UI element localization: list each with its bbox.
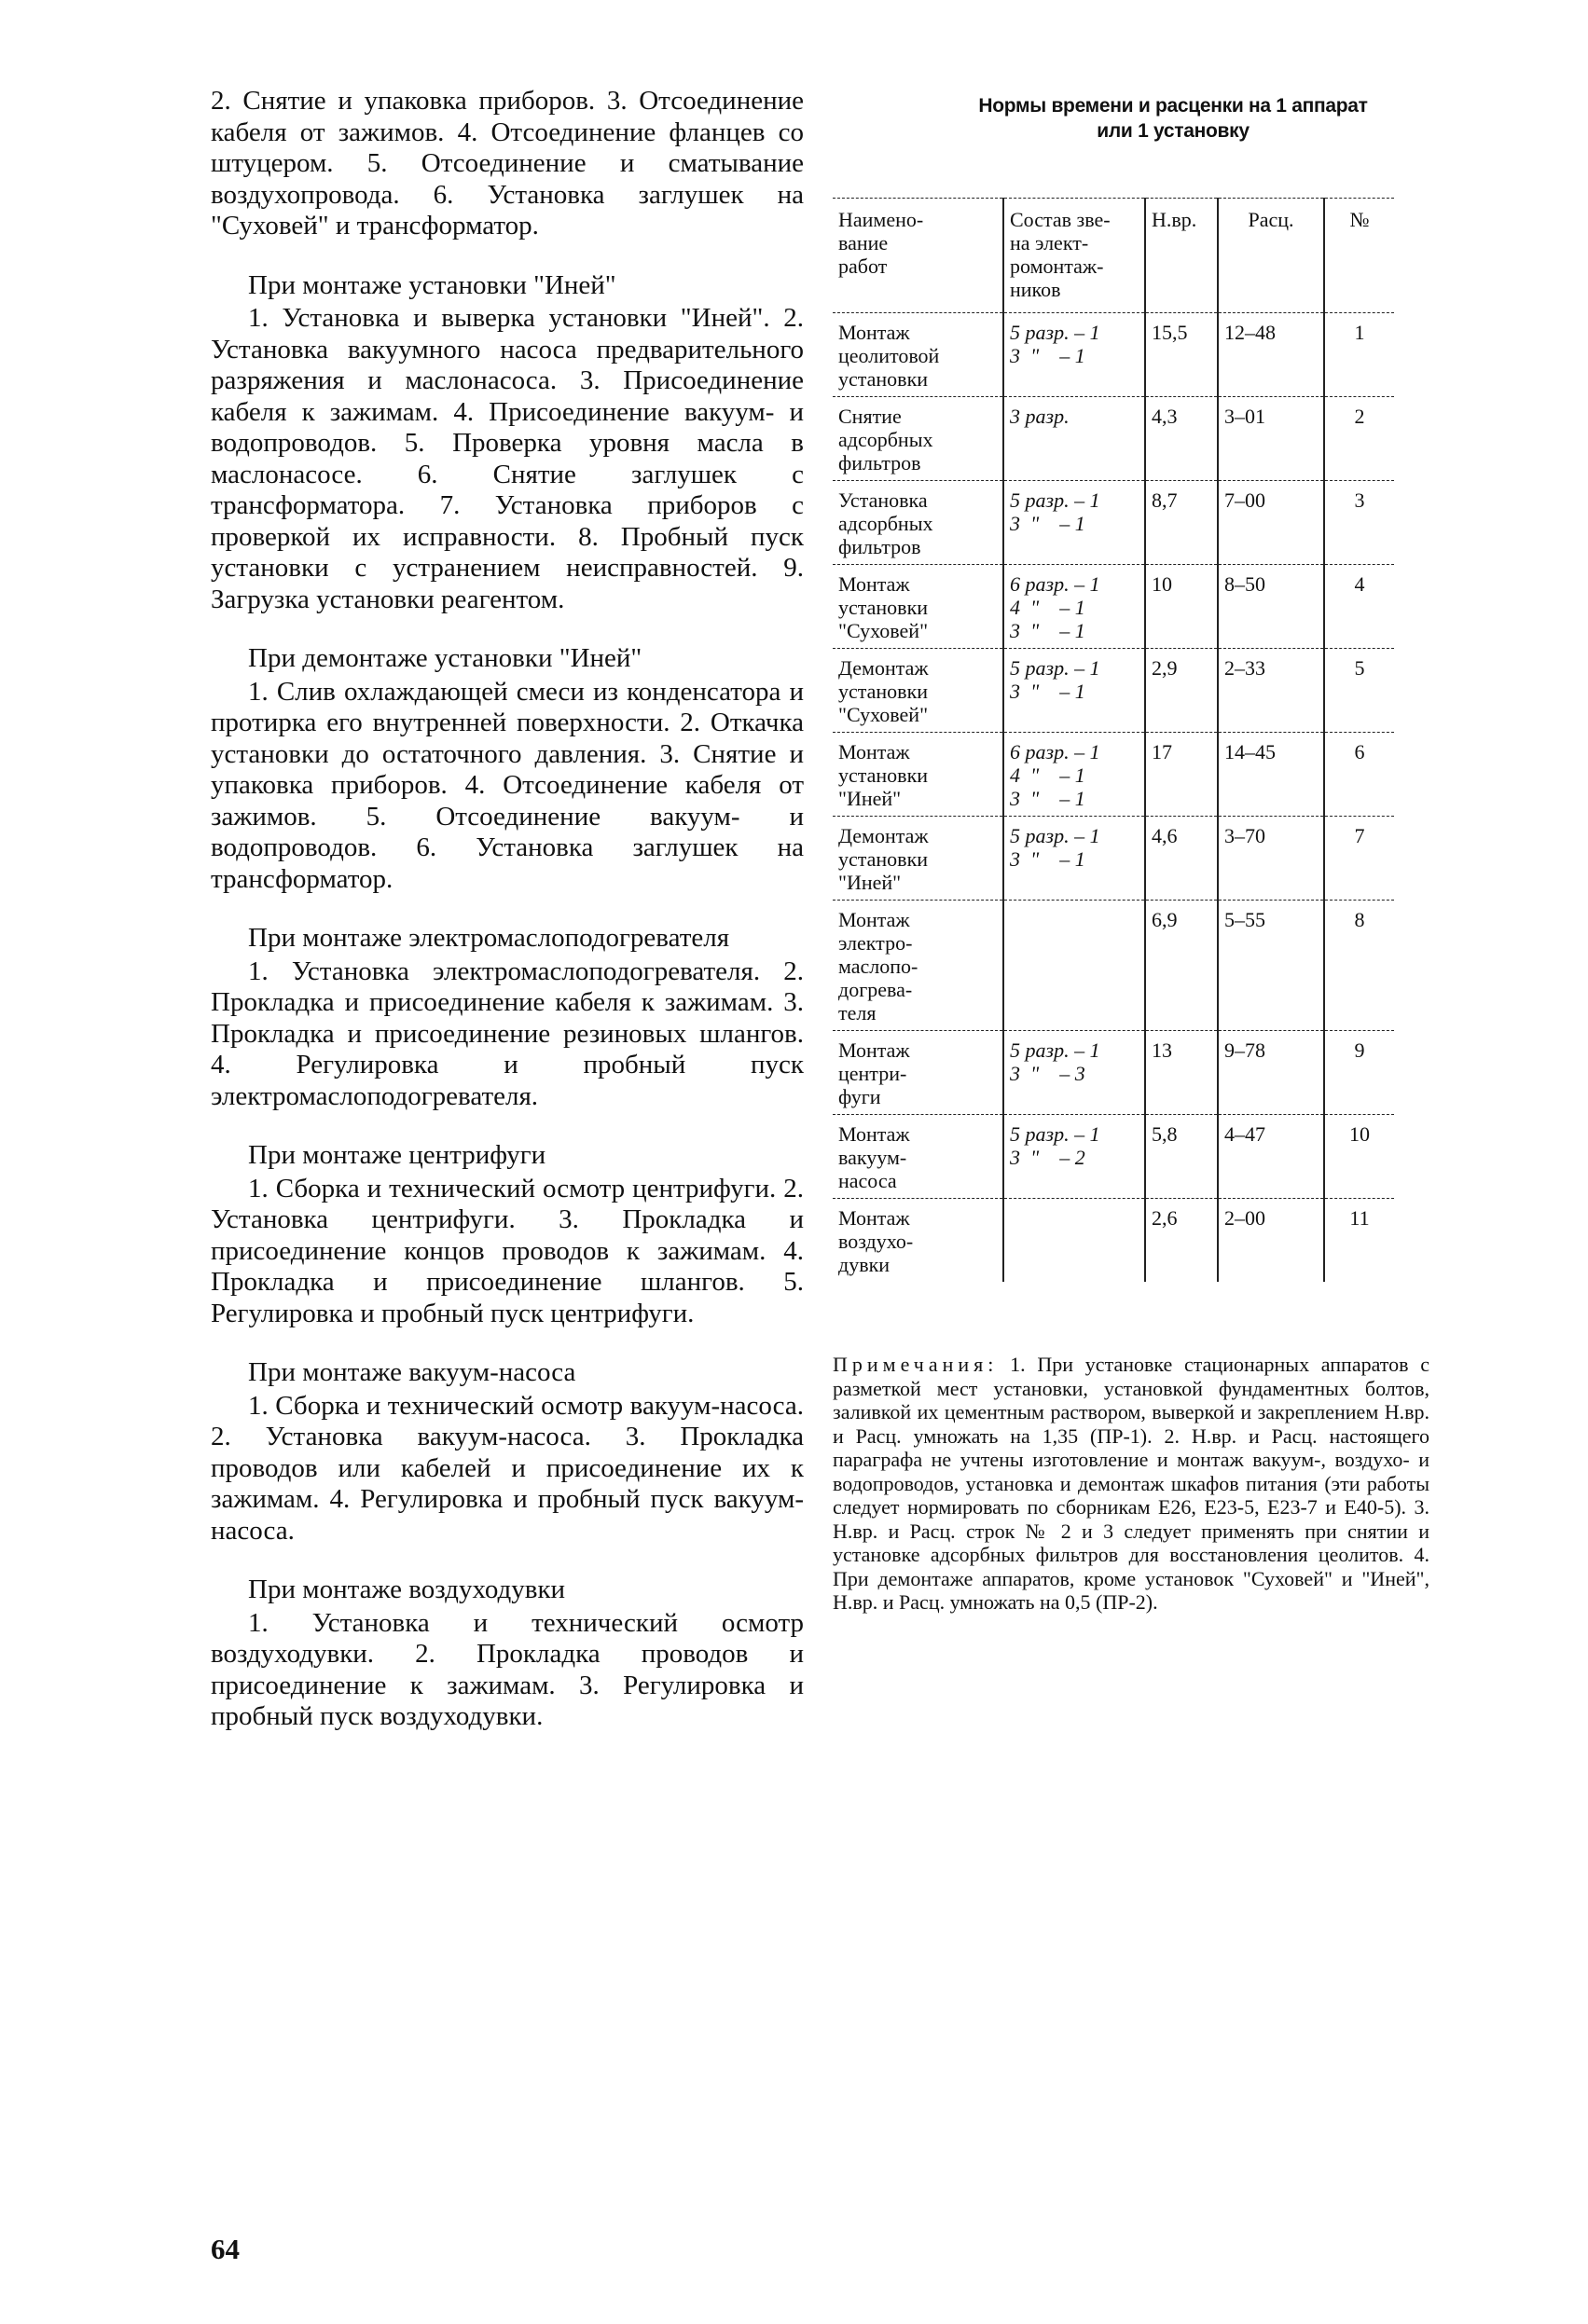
crew-line: 3 " – 1 xyxy=(1010,847,1085,871)
section-heading: При монтаже электромаслоподогревателя xyxy=(248,923,730,953)
work-name-line: Монтаж xyxy=(838,740,910,763)
page-number: 64 xyxy=(211,2233,240,2265)
crew-line: 3 " – 1 xyxy=(1010,512,1085,535)
cell-number: 8 xyxy=(1324,901,1394,1031)
table-header-row xyxy=(833,199,1394,313)
cell-number: 10 xyxy=(1324,1115,1394,1199)
table-body xyxy=(833,313,1394,1283)
work-name-line: насоса xyxy=(838,1169,897,1192)
work-name-line: "Иней" xyxy=(838,787,902,810)
cell-rate: 2–33 xyxy=(1218,649,1324,733)
table-title-line: Нормы времени и расценки на 1 аппарат xyxy=(978,95,1368,117)
cell-crew xyxy=(1003,397,1145,481)
section-heading: При демонтаже установки "Иней" xyxy=(248,643,642,673)
table-title xyxy=(833,93,1439,144)
work-name-line: установки xyxy=(838,596,929,619)
work-name-line: Монтаж xyxy=(838,321,910,344)
work-name-line: центри- xyxy=(838,1062,907,1085)
table-row xyxy=(833,1199,1394,1283)
header-line: вание xyxy=(838,231,889,254)
cell-hours: 15,5 xyxy=(1145,313,1218,397)
work-name-line: Монтаж xyxy=(838,1038,910,1062)
cell-number: 3 xyxy=(1324,481,1394,565)
section-body: 1. Установка и выверка установки "Иней". 2. Установка вакуумного насоса предварительного разряжения и маслонасоса. 3. Присоединение кабеля к зажимам. 4. Присоединение вакуум- и водопроводов. 5. Проверка уровня масла в маслонасосе. 6. Снятие заглушек с трансформатора. 7. Установка приборов с проверкой их исправности. 8. Пробный пуск установки с устранением неисправностей. 9. Загрузка установки реагентом. xyxy=(211,303,804,614)
norms-table xyxy=(833,198,1394,1282)
header-number: № xyxy=(1324,199,1394,313)
cell-hours: 2,6 xyxy=(1145,1199,1218,1283)
section-body: 1. Слив охлаждающей смеси из конденсатора и протирка его внутренней поверхности. 2. Откачка установки до остаточного давления. 3. Снятие и упаковка приборов. 4. Отсоединение кабеля от зажимов. 5. Отсоединение вакуум- и водопроводов. 6. Установка заглушек на трансформатор. xyxy=(211,676,804,894)
cell-number: 5 xyxy=(1324,649,1394,733)
cell-hours: 2,9 xyxy=(1145,649,1218,733)
cell-crew xyxy=(1003,1031,1145,1115)
left-column xyxy=(211,86,804,1733)
cell-rate: 7–00 xyxy=(1218,481,1324,565)
cell-work-name xyxy=(833,901,1003,1031)
section-blower xyxy=(211,1575,804,1733)
header-line: ников xyxy=(1010,278,1061,301)
cell-number: 9 xyxy=(1324,1031,1394,1115)
crew-line: 5 разр. – 1 xyxy=(1010,1038,1100,1062)
cell-work-name xyxy=(833,1115,1003,1199)
cell-rate: 4–47 xyxy=(1218,1115,1324,1199)
table-row xyxy=(833,649,1394,733)
table-title-line: или 1 установку xyxy=(1097,120,1250,142)
table-row xyxy=(833,313,1394,397)
right-column xyxy=(833,93,1439,1615)
work-name-line: адсорбных xyxy=(838,428,933,451)
header-name xyxy=(833,199,1003,313)
crew-line: 3 " – 1 xyxy=(1010,344,1085,367)
work-name-line: Монтаж xyxy=(838,1206,910,1230)
cell-crew xyxy=(1003,1199,1145,1283)
header-line: на элект- xyxy=(1010,231,1089,254)
cell-hours: 17 xyxy=(1145,733,1218,817)
crew-line: 3 разр. xyxy=(1010,405,1070,428)
cell-crew xyxy=(1003,1115,1145,1199)
crew-line: 4 " – 1 xyxy=(1010,596,1085,619)
section-body: 1. Сборка и технический осмотр вакуум-насоса. 2. Установка вакуум-насоса. 3. Прокладка проводов или кабелей и присоединение их к зажимам. 4. Регулировка и пробный пуск вакуум-насоса. xyxy=(211,1390,804,1546)
cell-crew xyxy=(1003,565,1145,649)
header-line: работ xyxy=(838,254,888,278)
work-name-line: установки xyxy=(838,367,929,391)
cell-work-name xyxy=(833,733,1003,817)
work-name-line: догрева- xyxy=(838,978,913,1001)
table-row xyxy=(833,1115,1394,1199)
notes xyxy=(833,1353,1429,1615)
section-vacuum-pump xyxy=(211,1357,804,1547)
cell-number: 6 xyxy=(1324,733,1394,817)
work-name-line: "Иней" xyxy=(838,871,902,894)
cell-crew xyxy=(1003,481,1145,565)
crew-line: 6 разр. – 1 xyxy=(1010,572,1100,596)
table-row xyxy=(833,565,1394,649)
crew-line: 5 разр. – 1 xyxy=(1010,824,1100,847)
section-heading: При монтаже центрифуги xyxy=(248,1140,546,1170)
cell-work-name xyxy=(833,565,1003,649)
header-crew xyxy=(1003,199,1145,313)
cell-hours: 13 xyxy=(1145,1031,1218,1115)
work-name-line: вакуум- xyxy=(838,1146,907,1169)
crew-line: 3 " – 1 xyxy=(1010,619,1085,642)
cell-hours: 4,6 xyxy=(1145,817,1218,901)
header-line: ромонтаж- xyxy=(1010,254,1104,278)
cell-rate: 12–48 xyxy=(1218,313,1324,397)
cell-work-name xyxy=(833,313,1003,397)
section-oil-heater xyxy=(211,923,804,1112)
crew-line: 3 " – 3 xyxy=(1010,1062,1085,1085)
section-body: 1. Установка и технический осмотр воздуходувки. 2. Прокладка проводов и присоединение к зажимам. 3. Регулировка и пробный пуск воздуходувки. xyxy=(211,1607,804,1731)
work-name-line: установки xyxy=(838,763,929,787)
cell-work-name xyxy=(833,397,1003,481)
work-name-line: "Суховей" xyxy=(838,703,929,726)
table-row xyxy=(833,397,1394,481)
crew-line: 3 " – 1 xyxy=(1010,787,1085,810)
crew-line: 5 разр. – 1 xyxy=(1010,488,1100,512)
cell-work-name xyxy=(833,649,1003,733)
cell-crew xyxy=(1003,313,1145,397)
cell-crew xyxy=(1003,649,1145,733)
header-line: Наимено- xyxy=(838,208,924,231)
work-name-line: Монтаж xyxy=(838,572,910,596)
cell-work-name xyxy=(833,817,1003,901)
header-line: Состав зве- xyxy=(1010,208,1111,231)
cell-hours: 6,9 xyxy=(1145,901,1218,1031)
cell-work-name xyxy=(833,1031,1003,1115)
cell-rate: 9–78 xyxy=(1218,1031,1324,1115)
crew-line: 6 разр. – 1 xyxy=(1010,740,1100,763)
cell-crew xyxy=(1003,901,1145,1031)
work-name-line: Монтаж xyxy=(838,908,910,931)
work-name-line: дувки xyxy=(838,1253,891,1276)
cell-hours: 5,8 xyxy=(1145,1115,1218,1199)
section-centrifuge xyxy=(211,1140,804,1329)
header-rate: Расц. xyxy=(1218,199,1324,313)
section-body: 1. Сборка и технический осмотр центрифуги. 2. Установка центрифуги. 3. Прокладка и присоединение концов проводов к зажимам. 4. Прокладка и присоединение шлангов. 5. Регулировка и пробный пуск центрифуги. xyxy=(211,1173,804,1328)
cell-number: 11 xyxy=(1324,1199,1394,1283)
work-name-line: электро- xyxy=(838,931,913,955)
work-name-line: Монтаж xyxy=(838,1122,910,1146)
work-name-line: "Суховей" xyxy=(838,619,929,642)
section-inei-uninstall xyxy=(211,643,804,895)
section-heading: При монтаже вакуум-насоса xyxy=(248,1357,576,1387)
cell-rate: 2–00 xyxy=(1218,1199,1324,1283)
crew-line: 5 разр. – 1 xyxy=(1010,1122,1100,1146)
cell-number: 4 xyxy=(1324,565,1394,649)
intro-paragraph: 2. Снятие и упаковка приборов. 3. Отсоединение кабеля от зажимов. 4. Отсоединение фланцев со штуцером. 5. Отсоединение и сматывание воздухопровода. 6. Установка заглушек на "Суховей" и трансформатор. xyxy=(211,86,804,241)
section-inei-install xyxy=(211,270,804,616)
work-name-line: Демонтаж xyxy=(838,824,929,847)
cell-work-name xyxy=(833,481,1003,565)
table-row xyxy=(833,1031,1394,1115)
work-name-line: Демонтаж xyxy=(838,656,929,680)
work-name-line: теля xyxy=(838,1001,877,1024)
section-heading: При монтаже установки "Иней" xyxy=(248,269,616,300)
work-name-line: цеолитовой xyxy=(838,344,940,367)
crew-line: 5 разр. – 1 xyxy=(1010,321,1100,344)
work-name-line: маслопо- xyxy=(838,955,918,978)
crew-line: 5 разр. – 1 xyxy=(1010,656,1100,680)
cell-rate: 14–45 xyxy=(1218,733,1324,817)
crew-line: 3 " – 2 xyxy=(1010,1146,1085,1169)
cell-crew xyxy=(1003,733,1145,817)
work-name-line: установки xyxy=(838,847,929,871)
crew-line: 4 " – 1 xyxy=(1010,763,1085,787)
cell-number: 1 xyxy=(1324,313,1394,397)
cell-rate: 3–01 xyxy=(1218,397,1324,481)
section-heading: При монтаже воздуходувки xyxy=(248,1575,566,1604)
header-hours: Н.вр. xyxy=(1145,199,1218,313)
cell-rate: 3–70 xyxy=(1218,817,1324,901)
cell-number: 7 xyxy=(1324,817,1394,901)
table-row xyxy=(833,817,1394,901)
work-name-line: адсорбных xyxy=(838,512,933,535)
table-row xyxy=(833,481,1394,565)
work-name-line: Установка xyxy=(838,488,928,512)
cell-work-name xyxy=(833,1199,1003,1283)
work-name-line: Снятие xyxy=(838,405,902,428)
cell-hours: 4,3 xyxy=(1145,397,1218,481)
crew-line: 3 " – 1 xyxy=(1010,680,1085,703)
notes-label: Примечания: xyxy=(833,1353,999,1376)
cell-rate: 5–55 xyxy=(1218,901,1324,1031)
cell-hours: 8,7 xyxy=(1145,481,1218,565)
table-row xyxy=(833,733,1394,817)
cell-number: 2 xyxy=(1324,397,1394,481)
notes-text: 1. При установке стационарных аппаратов с разметкой мест установки, установкой фундаментных болтов, заливкой их цементным раствором, выверкой и закреплением Н.вр. и Расц. умножать на 1,35 (ПР-1). 2. Н.вр. и Расц. настоящего параграфа не учтены изготовление и монтаж вакуум-, воздухо- и водопроводов, установка и демонтаж шкафов питания (эти работы следует нормировать по сборникам Е26, Е23-5, Е23-7 и Е40-5). 3. Н.вр. и Расц. строк № 2 и 3 следует применять при снятии и установке адсорбных фильтров для восстановления цеолитов. 4. При демонтаже аппаратов, кроме установок "Суховей" и "Иней", Н.вр. и Расц. умножать на 0,5 (ПР-2). xyxy=(833,1353,1430,1614)
section-body: 1. Установка электромаслоподогревателя. 2. Прокладка и присоединение кабеля к зажимам. 3. Прокладка и присоединение резиновых шлангов. 4. Регулировка и пробный пуск электромаслоподогревателя. xyxy=(211,956,804,1111)
work-name-line: фуги xyxy=(838,1085,881,1108)
work-name-line: фильтров xyxy=(838,451,921,474)
cell-hours: 10 xyxy=(1145,565,1218,649)
work-name-line: установки xyxy=(838,680,929,703)
cell-crew xyxy=(1003,817,1145,901)
table-row xyxy=(833,901,1394,1031)
work-name-line: воздухо- xyxy=(838,1230,914,1253)
work-name-line: фильтров xyxy=(838,535,921,558)
cell-rate: 8–50 xyxy=(1218,565,1324,649)
